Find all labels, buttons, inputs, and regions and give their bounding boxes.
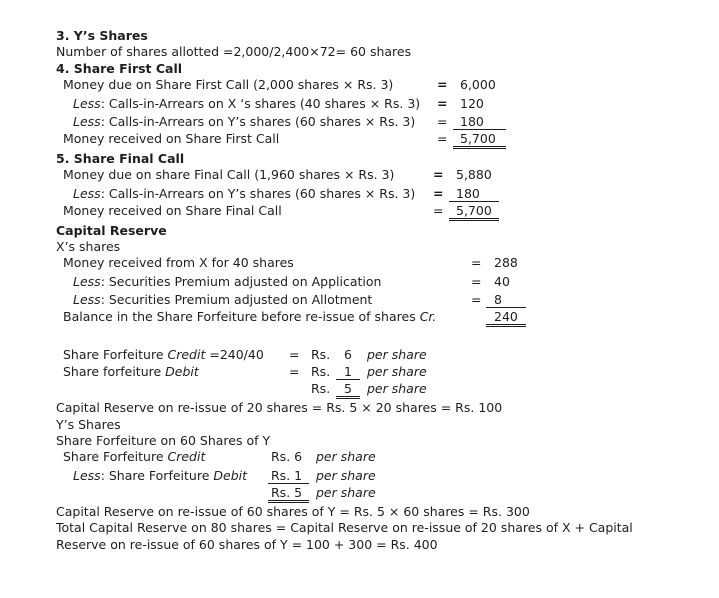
x-credit-italic: Credit	[167, 347, 206, 362]
equals-sign: =	[437, 77, 448, 92]
final-call-arrears-y-row	[73, 186, 415, 201]
cr-label: Cr.	[419, 309, 437, 324]
first-call-due-label: Money due on Share First Call (2,000 shares × Rs. 3)	[63, 77, 394, 92]
x-debit-pre: Share forfeiture	[63, 364, 166, 379]
per-share-label: per share	[367, 347, 427, 362]
equals-sign: =	[433, 186, 444, 201]
first-call-arrears-y-label: : Calls-in-Arrears on Y’s shares (60 shares × Rs. 3)	[100, 114, 416, 129]
x-credit-post: =240/40	[205, 347, 264, 362]
first-call-arrears-y-value: 180	[460, 114, 484, 129]
section-3-title: 3. Y’s Shares	[56, 28, 148, 43]
y-debit-amount: Rs. 1	[271, 468, 303, 483]
equals-sign: =	[437, 96, 448, 111]
subtotal-rule	[268, 483, 309, 484]
premium-application-label: : Securities Premium adjusted on Application	[100, 274, 382, 289]
y-debit-pre: : Share Forfeiture	[100, 468, 214, 483]
subtotal-rule	[486, 307, 526, 308]
capital-reserve-title: Capital Reserve	[56, 223, 167, 238]
total-double-rule	[453, 146, 506, 149]
premium-allotment-value: 8	[494, 292, 502, 307]
y-net-amount: Rs. 5	[271, 485, 303, 500]
total-double-rule	[486, 324, 526, 327]
equals-sign: =	[289, 347, 300, 362]
premium-application-value: 40	[494, 274, 510, 289]
equals-sign: =	[437, 131, 448, 146]
less-label: Less	[73, 114, 101, 129]
equals-sign: =	[437, 114, 448, 129]
first-call-arrears-x-label: : Calls-in-Arrears on X ‘s shares (40 shares × Rs. 3)	[100, 96, 421, 111]
final-call-due-value: 5,880	[456, 167, 492, 182]
rs-label: Rs.	[311, 364, 331, 379]
y-forfeiture-debit-row	[73, 468, 247, 483]
x-credit-amount: 6	[344, 347, 352, 362]
y-credit-amount: Rs. 6	[271, 449, 303, 464]
x-debit-amount: 1	[344, 364, 352, 379]
first-call-arrears-x-value: 120	[460, 96, 484, 111]
total-capital-reserve-line-1: Total Capital Reserve on 80 shares = Capital Reserve on re-issue of 20 shares of X + Capital	[56, 520, 633, 535]
rs-label: Rs.	[311, 347, 331, 362]
equals-sign: =	[289, 364, 300, 379]
per-share-label: per share	[316, 468, 376, 483]
money-received-x-value: 288	[494, 255, 518, 270]
x-credit-pre: Share Forfeiture	[63, 347, 168, 362]
y-debit-italic: Debit	[213, 468, 247, 483]
section-5-title: 5. Share Final Call	[56, 151, 185, 166]
less-label: Less	[73, 186, 101, 201]
section-4-title: 4. Share First Call	[56, 61, 183, 76]
per-share-label: per share	[316, 485, 376, 500]
allotted-shares-line: Number of shares allotted =2,000/2,400×72= 60 shares	[56, 44, 412, 59]
total-double-rule	[449, 218, 499, 221]
final-call-received-label: Money received on Share Final Call	[63, 203, 282, 218]
x-debit-italic: Debit	[165, 364, 199, 379]
first-call-arrears-y-row	[73, 114, 415, 129]
premium-allotment-label: : Securities Premium adjusted on Allotment	[100, 292, 373, 307]
first-call-due-value: 6,000	[460, 77, 496, 92]
forfeiture-balance-label: Balance in the Share Forfeiture before re-issue of shares	[63, 309, 420, 324]
equals-sign: =	[471, 274, 482, 289]
final-call-due-label: Money due on share Final Call (1,960 shares × Rs. 3)	[63, 167, 395, 182]
final-call-received-value: 5,700	[456, 203, 492, 218]
first-call-arrears-x-row	[73, 96, 420, 111]
total-double-rule	[268, 500, 309, 503]
per-share-label: per share	[367, 381, 427, 396]
first-call-received-value: 5,700	[460, 131, 496, 146]
subtotal-rule	[336, 379, 360, 380]
x-shares-heading: X’s shares	[56, 239, 121, 254]
equals-sign: =	[471, 292, 482, 307]
rs-label: Rs.	[311, 381, 331, 396]
per-share-label: per share	[316, 449, 376, 464]
less-label: Less	[73, 292, 101, 307]
final-call-arrears-y-label: : Calls-in-Arrears on Y’s shares (60 shares × Rs. 3)	[100, 186, 416, 201]
equals-sign: =	[433, 203, 444, 218]
subtotal-rule	[449, 201, 499, 202]
y-credit-italic: Credit	[167, 449, 206, 464]
x-net-amount: 5	[344, 381, 352, 396]
first-call-received-label: Money received on Share First Call	[63, 131, 280, 146]
total-capital-reserve-line-2: Reserve on re-issue of 60 shares of Y = 100 + 300 = Rs. 400	[56, 537, 438, 552]
premium-application-row	[73, 274, 381, 289]
equals-sign: =	[471, 255, 482, 270]
equals-sign: =	[433, 167, 444, 182]
less-label: Less	[73, 468, 101, 483]
forfeiture-balance-value: 240	[494, 309, 518, 324]
forfeiture-balance-row	[63, 309, 436, 324]
capital-reserve-y-line: Capital Reserve on re-issue of 60 shares of Y = Rs. 5 × 60 shares = Rs. 300	[56, 504, 530, 519]
y-credit-pre: Share Forfeiture	[63, 449, 168, 464]
less-label: Less	[73, 274, 101, 289]
money-received-x-label: Money received from X for 40 shares	[63, 255, 294, 270]
less-label: Less	[73, 96, 101, 111]
per-share-label: per share	[367, 364, 427, 379]
x-forfeiture-credit-row	[63, 347, 264, 362]
y-forfeiture-sub: Share Forfeiture on 60 Shares of Y	[56, 433, 271, 448]
x-forfeiture-debit-row	[63, 364, 199, 379]
capital-reserve-x-line: Capital Reserve on re-issue of 20 shares = Rs. 5 × 20 shares = Rs. 100	[56, 400, 503, 415]
total-double-rule	[336, 396, 360, 399]
y-shares-heading: Y’s Shares	[56, 417, 121, 432]
y-forfeiture-credit-row	[63, 449, 205, 464]
final-call-arrears-y-value: 180	[456, 186, 480, 201]
premium-allotment-row	[73, 292, 372, 307]
subtotal-rule	[453, 129, 506, 130]
